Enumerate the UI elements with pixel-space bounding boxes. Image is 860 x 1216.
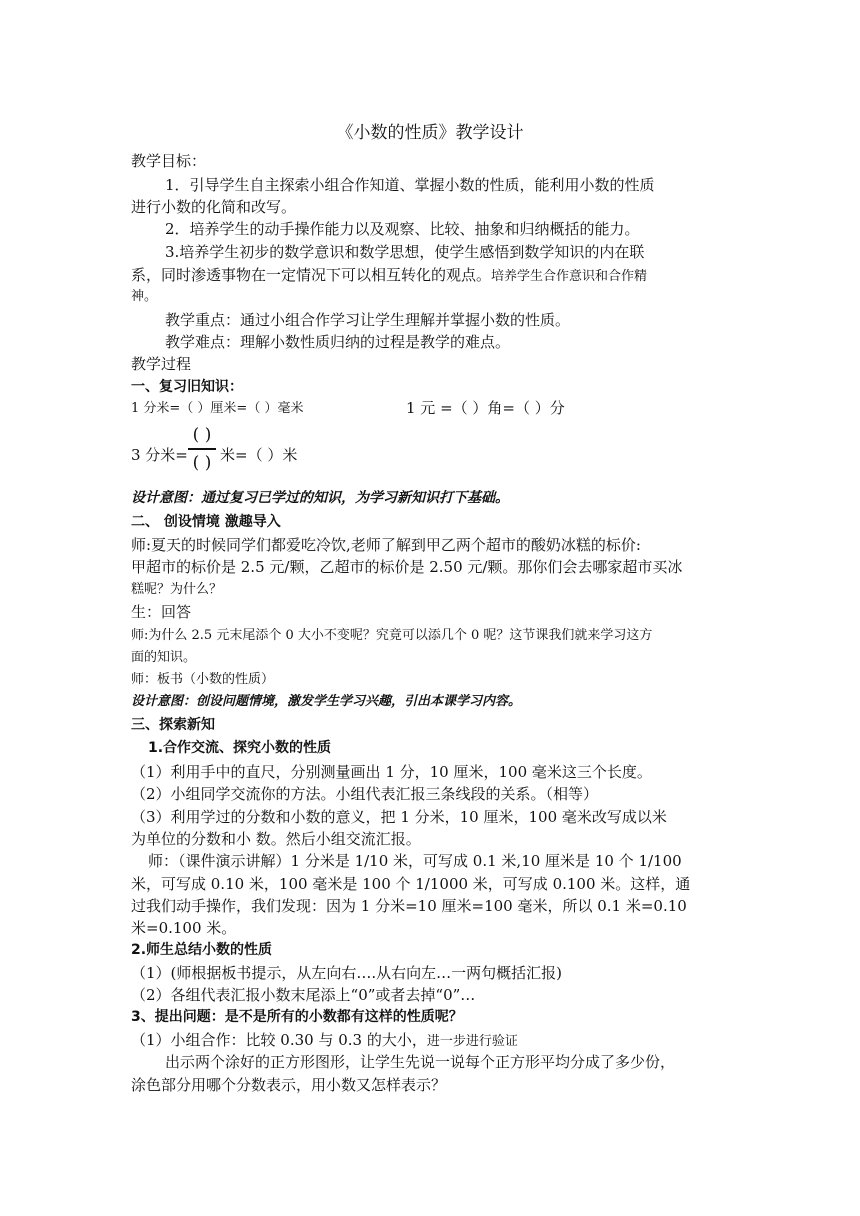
text-line: 1．引导学生自主探索小组合作知道、掌握小数的性质，能利用小数的性质: [165, 176, 655, 194]
text-segment: 进一步进行验证: [426, 1034, 518, 1049]
design-intent: 设计意图：创设问题情境，激发学生学习兴趣，引出本课学习内容。: [131, 694, 522, 709]
text-line: 糕呢？为什么？: [131, 582, 223, 597]
section-heading: 一、复习旧知识：: [131, 379, 243, 395]
text-line: （2）小组同学交流你的方法。小组代表汇报三条线段的关系。（相等）: [131, 785, 599, 803]
text-line: （1）(师根据板书提示，从左向右….从右向左…一两句概括汇报): [131, 964, 563, 982]
text-line: （1）利用手中的直尺，分别测量画出 1 分，10 厘米，100 毫米这三个长度。: [131, 763, 652, 781]
text-line: 进行小数的化简和改写。: [131, 198, 297, 216]
text-line: 米=（ ）米: [220, 446, 298, 464]
text-line: 师:夏天的时候同学们都爱吃冷饮,老师了解到甲乙两个超市的酸奶冰糕的标价:: [131, 536, 641, 554]
text-line: 师：（课件演示讲解）1 分米是 1/10 米，可写成 0.1 米,10 厘米是 10 个 1/100: [148, 852, 682, 870]
text-segment: 系，同时渗透事物在一定情况下可以相互转化的观点。: [131, 266, 492, 284]
subsection-heading: 1.合作交流、探究小数的性质: [148, 740, 332, 756]
text-line: 3 分米=: [131, 446, 188, 464]
text-line: 过我们动手操作，我们发现：因为 1 分米=10 厘米=100 毫米，所以 0.1 米=0.10: [131, 897, 687, 915]
fraction-bar: [188, 448, 216, 450]
text-line: 师：板书（小数的性质）: [131, 672, 275, 687]
text-line: 教学目标：: [131, 152, 207, 170]
text-segment: 培养学生合作意识和合作精: [491, 269, 648, 284]
text-segment: （1）小组合作：比较 0.30 与 0.3 的大小，: [131, 1031, 427, 1049]
text-line: 3.培养学生初步的数学意识和数学思想，使学生感悟到数学知识的内在联: [165, 243, 645, 261]
text-line: 为单位的分数和小 数。然后小组交流汇报。: [131, 830, 421, 848]
section-heading: 二、 创设情境 激趣导入: [131, 514, 281, 530]
text-line: （2）各组代表汇报小数末尾添上“0”或者去掉“0”…: [131, 986, 476, 1004]
text-line: 涂色部分用哪个分数表示，用小数又怎样表示？: [131, 1076, 447, 1094]
text-line: [131, 1030, 518, 1052]
text-line: （3）利用学过的分数和小数的意义，把 1 分米，10 厘米，100 毫米改写成以米: [131, 808, 667, 826]
text-line: [131, 265, 647, 287]
text-line: 米=0.100 米。: [131, 919, 237, 937]
text-line: 甲超市的标价是 2.5 元/颗，乙超市的标价是 2.50 元/颗。那你们会去哪家超市买冰: [131, 558, 683, 576]
design-intent: 设计意图：通过复习已学过的知识，为学习新知识打下基础。: [131, 490, 509, 506]
section-heading: 三、探索新知: [131, 717, 215, 733]
text-line: 面的知识。: [131, 650, 197, 665]
text-line: 教学过程: [131, 355, 192, 373]
text-line: 1 分米=（ ）厘米=（ ）毫米: [131, 401, 304, 416]
fraction-denominator: ( ): [192, 452, 212, 473]
text-line: 教学重点：通过小组合作学习让学生理解并掌握小数的性质。: [165, 311, 571, 329]
document-title: 《小数的性质》教学设计: [336, 123, 524, 143]
fraction-numerator: ( ): [192, 425, 212, 445]
text-line: 生：回答: [131, 603, 192, 621]
text-line: 米，可写成 0.10 米，100 毫米是 100 个 1/1000 米，可写成 0.100 米。这样，通: [131, 875, 691, 893]
text-line: 1 元 =（ ）角=（ ）分: [406, 399, 565, 417]
text-line: 神。: [131, 289, 158, 304]
text-line: 出示两个涂好的正方形图形，让学生先说一说每个正方形平均分成了多少份，: [165, 1053, 676, 1071]
subsection-heading: 2.师生总结小数的性质: [131, 942, 273, 958]
text-line: 教学难点：理解小数性质归纳的过程是教学的难点。: [165, 333, 511, 351]
subsection-heading: 3、提出问题：是不是所有的小数都有这样的性质呢？: [131, 1009, 463, 1025]
text-line: 2．培养学生的动手操作能力以及观察、比较、抽象和归纳概括的能力。: [165, 220, 640, 238]
text-line: 师:为什么 2.5 元末尾添个 0 大小不变呢？究竟可以添几个 0 呢？这节课我们就来学习这方: [131, 628, 653, 643]
fraction: [188, 424, 216, 474]
